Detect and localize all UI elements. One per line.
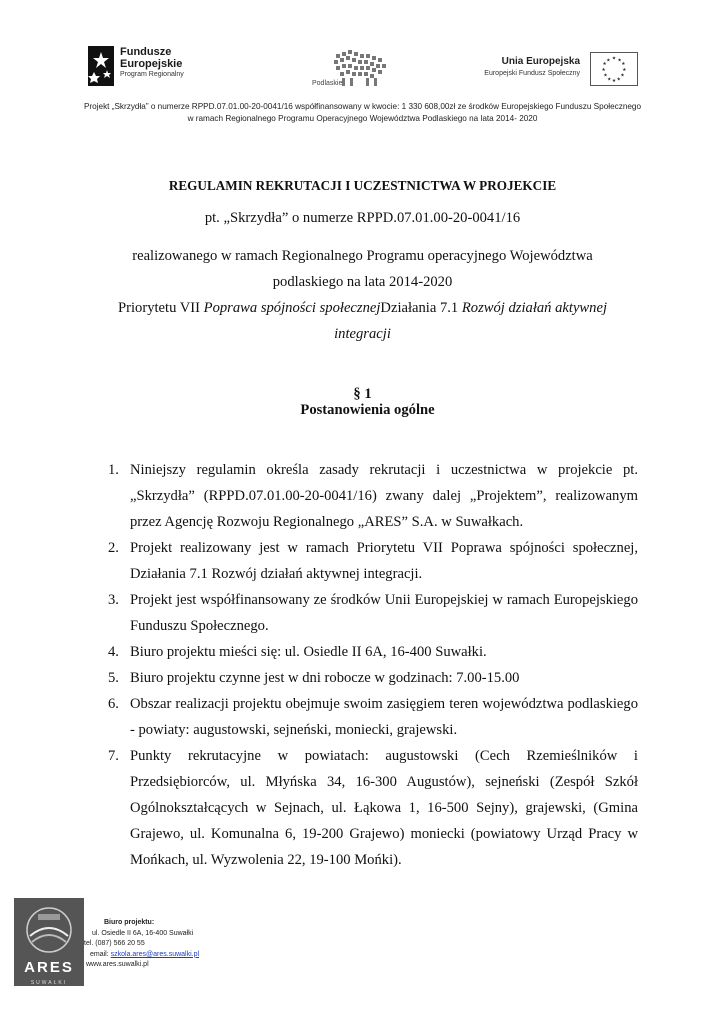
fe-logo-line1: Fundusze: [120, 46, 172, 58]
section-title: Postanowienia ogólne: [300, 402, 435, 418]
list-item-number: 1.: [108, 462, 119, 478]
podlaskie-label: Podlaskie: [312, 80, 343, 87]
page-subtitle: pt. „Skrzydła” o numerze RPPD.07.01.00-20-0041/16: [204, 210, 521, 226]
ares-logo-subword: SUWAŁKI: [30, 980, 68, 986]
podlaskie-logo: [312, 48, 392, 92]
svg-text:★: ★: [606, 58, 611, 64]
intro-line-3: [0, 300, 725, 317]
intro-action-name: Rozwój działań aktywnej: [461, 300, 607, 316]
fe-logo-line3: Program Regionalny: [120, 71, 184, 78]
footer-email-link[interactable]: szkola.ares@ares.suwalki.pl: [110, 950, 200, 958]
footer-label: Biuro projektu:: [104, 919, 155, 926]
section-number: § 1: [353, 386, 372, 402]
footer-address: ul. Osiedle II 6A, 16-400 Suwałki: [92, 929, 194, 937]
list-item-text: Biuro projektu mieści się: ul. Osiedle II 6A, 16-400 Suwałki.: [130, 644, 487, 660]
list-item-text: Biuro projektu czynne jest w dni robocze w godzinach: 7.00-15.00: [130, 670, 520, 686]
intro-action-label: Działania 7.1: [380, 300, 462, 316]
ares-emblem-icon: [24, 906, 74, 954]
eu-flag-icon: [590, 52, 638, 86]
svg-text:★: ★: [607, 77, 612, 83]
svg-text:★: ★: [622, 67, 627, 73]
ares-logo-word: ARES: [24, 959, 74, 976]
intro-line-2: podlaskiego na lata 2014-2020: [272, 274, 453, 290]
svg-text:★: ★: [611, 56, 617, 62]
footer-email-label: email:: [90, 950, 111, 958]
svg-text:★: ★: [620, 73, 625, 79]
svg-text:★: ★: [616, 77, 621, 83]
list-item-text: Niniejszy regulamin określa zasady rekrutacji i uczestnictwa w projekcie pt. „Skrzydła” (RPPD.07.01.00-20-0041/16) zwany dalej „Projektem”, realizowanym przez Agencję Rozwoju Regionalnego „ARES” S.A. w Suwałkach.: [130, 462, 638, 530]
eu-logo-line2: Europejski Fundusz Społeczny: [484, 70, 580, 77]
list-item-number: 6.: [108, 696, 119, 712]
page-title: REGULAMIN REKRUTACJI I UCZESTNICTWA W PROJEKCIE: [168, 178, 557, 193]
svg-text:★: ★: [611, 79, 617, 85]
list-item-text: Projekt jest współfinansowany ze środków Unii Europejskiej w ramach Europejskiego Funduszu Społecznego.: [130, 592, 638, 634]
list-item: [108, 587, 638, 639]
list-item-text: Projekt realizowany jest w ramach Priorytetu VII Poprawa spójności społecznej, Działania 7.1 Rozwój działań aktywnej integracji.: [130, 540, 638, 582]
ares-logo: [14, 898, 84, 986]
list-item: [108, 639, 638, 665]
intro-line-4: [0, 326, 725, 343]
intro-action-name-cont: integracji: [334, 326, 391, 342]
list-item: [108, 691, 638, 743]
intro-priority-name: Poprawa spójności społecznej: [203, 300, 381, 316]
fe-star-icon: [88, 46, 114, 86]
eu-logo: [478, 50, 638, 86]
svg-text:★: ★: [602, 62, 607, 68]
footer-contact: [86, 918, 199, 971]
footer-email-row: [86, 950, 199, 961]
footer-www[interactable]: www.ares.suwalki.pl: [86, 961, 149, 968]
list-item-text: Obszar realizacji projektu obejmuje swoim zasięgiem teren województwa podlaskiego - powiaty: augustowski, sejneński, moniecki, grajewski.: [130, 696, 638, 738]
svg-text:★: ★: [601, 67, 606, 73]
list-item-number: 4.: [108, 644, 119, 660]
regulations-list: [108, 457, 638, 873]
intro-priority-label: Priorytetu VII: [118, 300, 204, 316]
intro-line-1: realizowanego w ramach Regionalnego Programu operacyjnego Województwa: [132, 248, 593, 264]
list-item: [108, 743, 638, 873]
list-item-text: Punkty rekrutacyjne w powiatach: augustowski (Cech Rzemieślników i Przedsiębiorców, ul. Młyńska 34, 16-300 Augustów), sejneński (Zespół Szkół Ogólnokształcących w Sejnach, ul. Łąkowa 1, 16-500 Sejny), grajewski, (Gmina Grajewo, ul. Komunalna 6, 19-200 Grajewo) moniecki (powiatowy Urząd Pracy w Mońkach, ul. Wyzwolenia 22, 19-100 Mońki).: [130, 748, 638, 868]
list-item-number: 5.: [108, 670, 119, 686]
list-item-number: 2.: [108, 540, 119, 556]
fe-logo-line2: Europejskie: [120, 58, 183, 70]
list-item-number: 3.: [108, 592, 119, 608]
svg-text:★: ★: [617, 58, 622, 64]
list-item: [108, 457, 638, 535]
list-item: [108, 665, 638, 691]
svg-text:★: ★: [603, 73, 608, 79]
project-cofinancing-note: Projekt „Skrzydła” o numerze RPPD.07.01.00-20-0041/16 współfinansowany w kwocie: 1 330 608,00zł ze środków Europejskiego Funduszu Społecznego w ramach Regionalnego Programu Operacyjnego Województwa Podlaskiego na lata 2014- 2020: [83, 102, 642, 123]
list-item: [108, 535, 638, 587]
fundusze-europejskie-logo: [88, 44, 208, 90]
list-item-number: 7.: [108, 748, 119, 764]
eu-logo-line1: Unia Europejska: [501, 56, 580, 67]
footer-phone: tel. (087) 566 20 55: [84, 940, 145, 947]
svg-text:★: ★: [621, 62, 626, 68]
